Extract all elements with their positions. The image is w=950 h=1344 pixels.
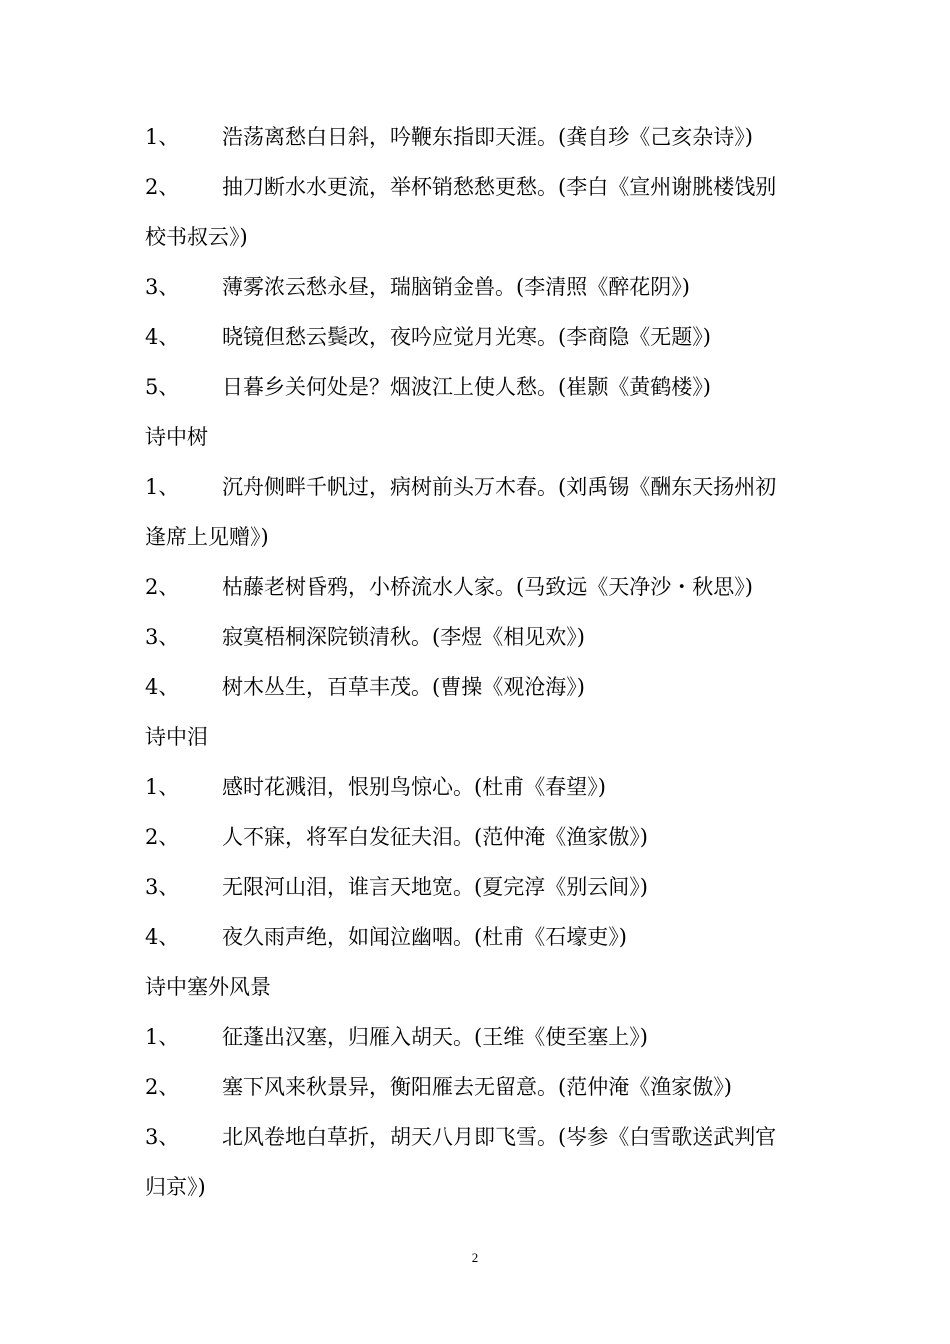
item-text: 寂寞梧桐深院锁清秋。(李煜《相见欢》) (222, 625, 585, 649)
list-item (145, 462, 810, 512)
item-text: 晓镜但愁云鬓改，夜吟应觉月光寒。(李商隐《无题》) (222, 325, 711, 349)
list-item (145, 112, 810, 162)
page-number: 2 (471, 1250, 479, 1265)
item-number: 3、 (145, 275, 180, 299)
item-number: 4、 (145, 925, 180, 949)
item-text: 感时花溅泪，恨别鸟惊心。(杜甫《春望》) (222, 775, 606, 799)
item-number: 3、 (145, 625, 180, 649)
item-number: 2、 (145, 825, 180, 849)
item-text: 北风卷地白草折，胡天八月即飞雪。(岑参《白雪歌送武判官 (222, 1125, 777, 1149)
list-item (145, 362, 810, 412)
item-number: 1、 (145, 775, 180, 799)
item-text: 征蓬出汉塞，归雁入胡天。(王维《使至塞上》) (222, 1025, 648, 1049)
list-item (145, 1112, 810, 1162)
item-text: 夜久雨声绝，如闻泣幽咽。(杜甫《石壕吏》) (222, 925, 627, 949)
item-text: 无限河山泪，谁言天地宽。(夏完淳《别云间》) (222, 875, 648, 899)
list-item (145, 912, 810, 962)
list-item (145, 1062, 810, 1112)
item-number: 1、 (145, 475, 180, 499)
list-item (145, 562, 810, 612)
list-item (145, 162, 810, 212)
item-number: 3、 (145, 1125, 180, 1149)
item-number: 1、 (145, 1025, 180, 1049)
item-number: 4、 (145, 675, 180, 699)
item-number: 2、 (145, 1075, 180, 1099)
item-number: 4、 (145, 325, 180, 349)
list-item (145, 812, 810, 862)
item-text: 薄雾浓云愁永昼，瑞脑销金兽。(李清照《醉花阴》) (222, 275, 690, 299)
item-number: 2、 (145, 175, 180, 199)
list-item-continuation: 逢席上见赠》) (145, 525, 269, 549)
item-text: 日暮乡关何处是？烟波江上使人愁。(崔颢《黄鹤楼》) (222, 375, 711, 399)
list-item (145, 1012, 810, 1062)
item-number: 5、 (145, 375, 180, 399)
list-item-continuation: 归京》) (145, 1175, 206, 1199)
list-item (145, 312, 810, 362)
poem-list (145, 112, 810, 1212)
list-item (145, 262, 810, 312)
section-heading: 诗中树 (145, 425, 208, 449)
item-text: 枯藤老树昏鸦，小桥流水人家。(马致远《天净沙・秋思》) (222, 575, 753, 599)
item-number: 2、 (145, 575, 180, 599)
item-text: 浩荡离愁白日斜，吟鞭东指即天涯。(龚自珍《己亥杂诗》) (222, 125, 753, 149)
item-text: 树木丛生，百草丰茂。(曹操《观沧海》) (222, 675, 585, 699)
list-item (145, 762, 810, 812)
item-text: 沉舟侧畔千帆过，病树前头万木春。(刘禹锡《酬东天扬州初 (222, 475, 777, 499)
list-item (145, 662, 810, 712)
item-number: 3、 (145, 875, 180, 899)
section-heading: 诗中泪 (145, 725, 208, 749)
item-text: 塞下风来秋景异，衡阳雁去无留意。(范仲淹《渔家傲》) (222, 1075, 732, 1099)
section-heading: 诗中塞外风景 (145, 975, 271, 999)
item-text: 人不寐，将军白发征夫泪。(范仲淹《渔家傲》) (222, 825, 648, 849)
list-item (145, 862, 810, 912)
list-item (145, 612, 810, 662)
item-number: 1、 (145, 125, 180, 149)
item-text: 抽刀断水水更流，举杯销愁愁更愁。(李白《宣州谢朓楼饯别 (222, 175, 777, 199)
list-item-continuation: 校书叔云》) (145, 225, 248, 249)
